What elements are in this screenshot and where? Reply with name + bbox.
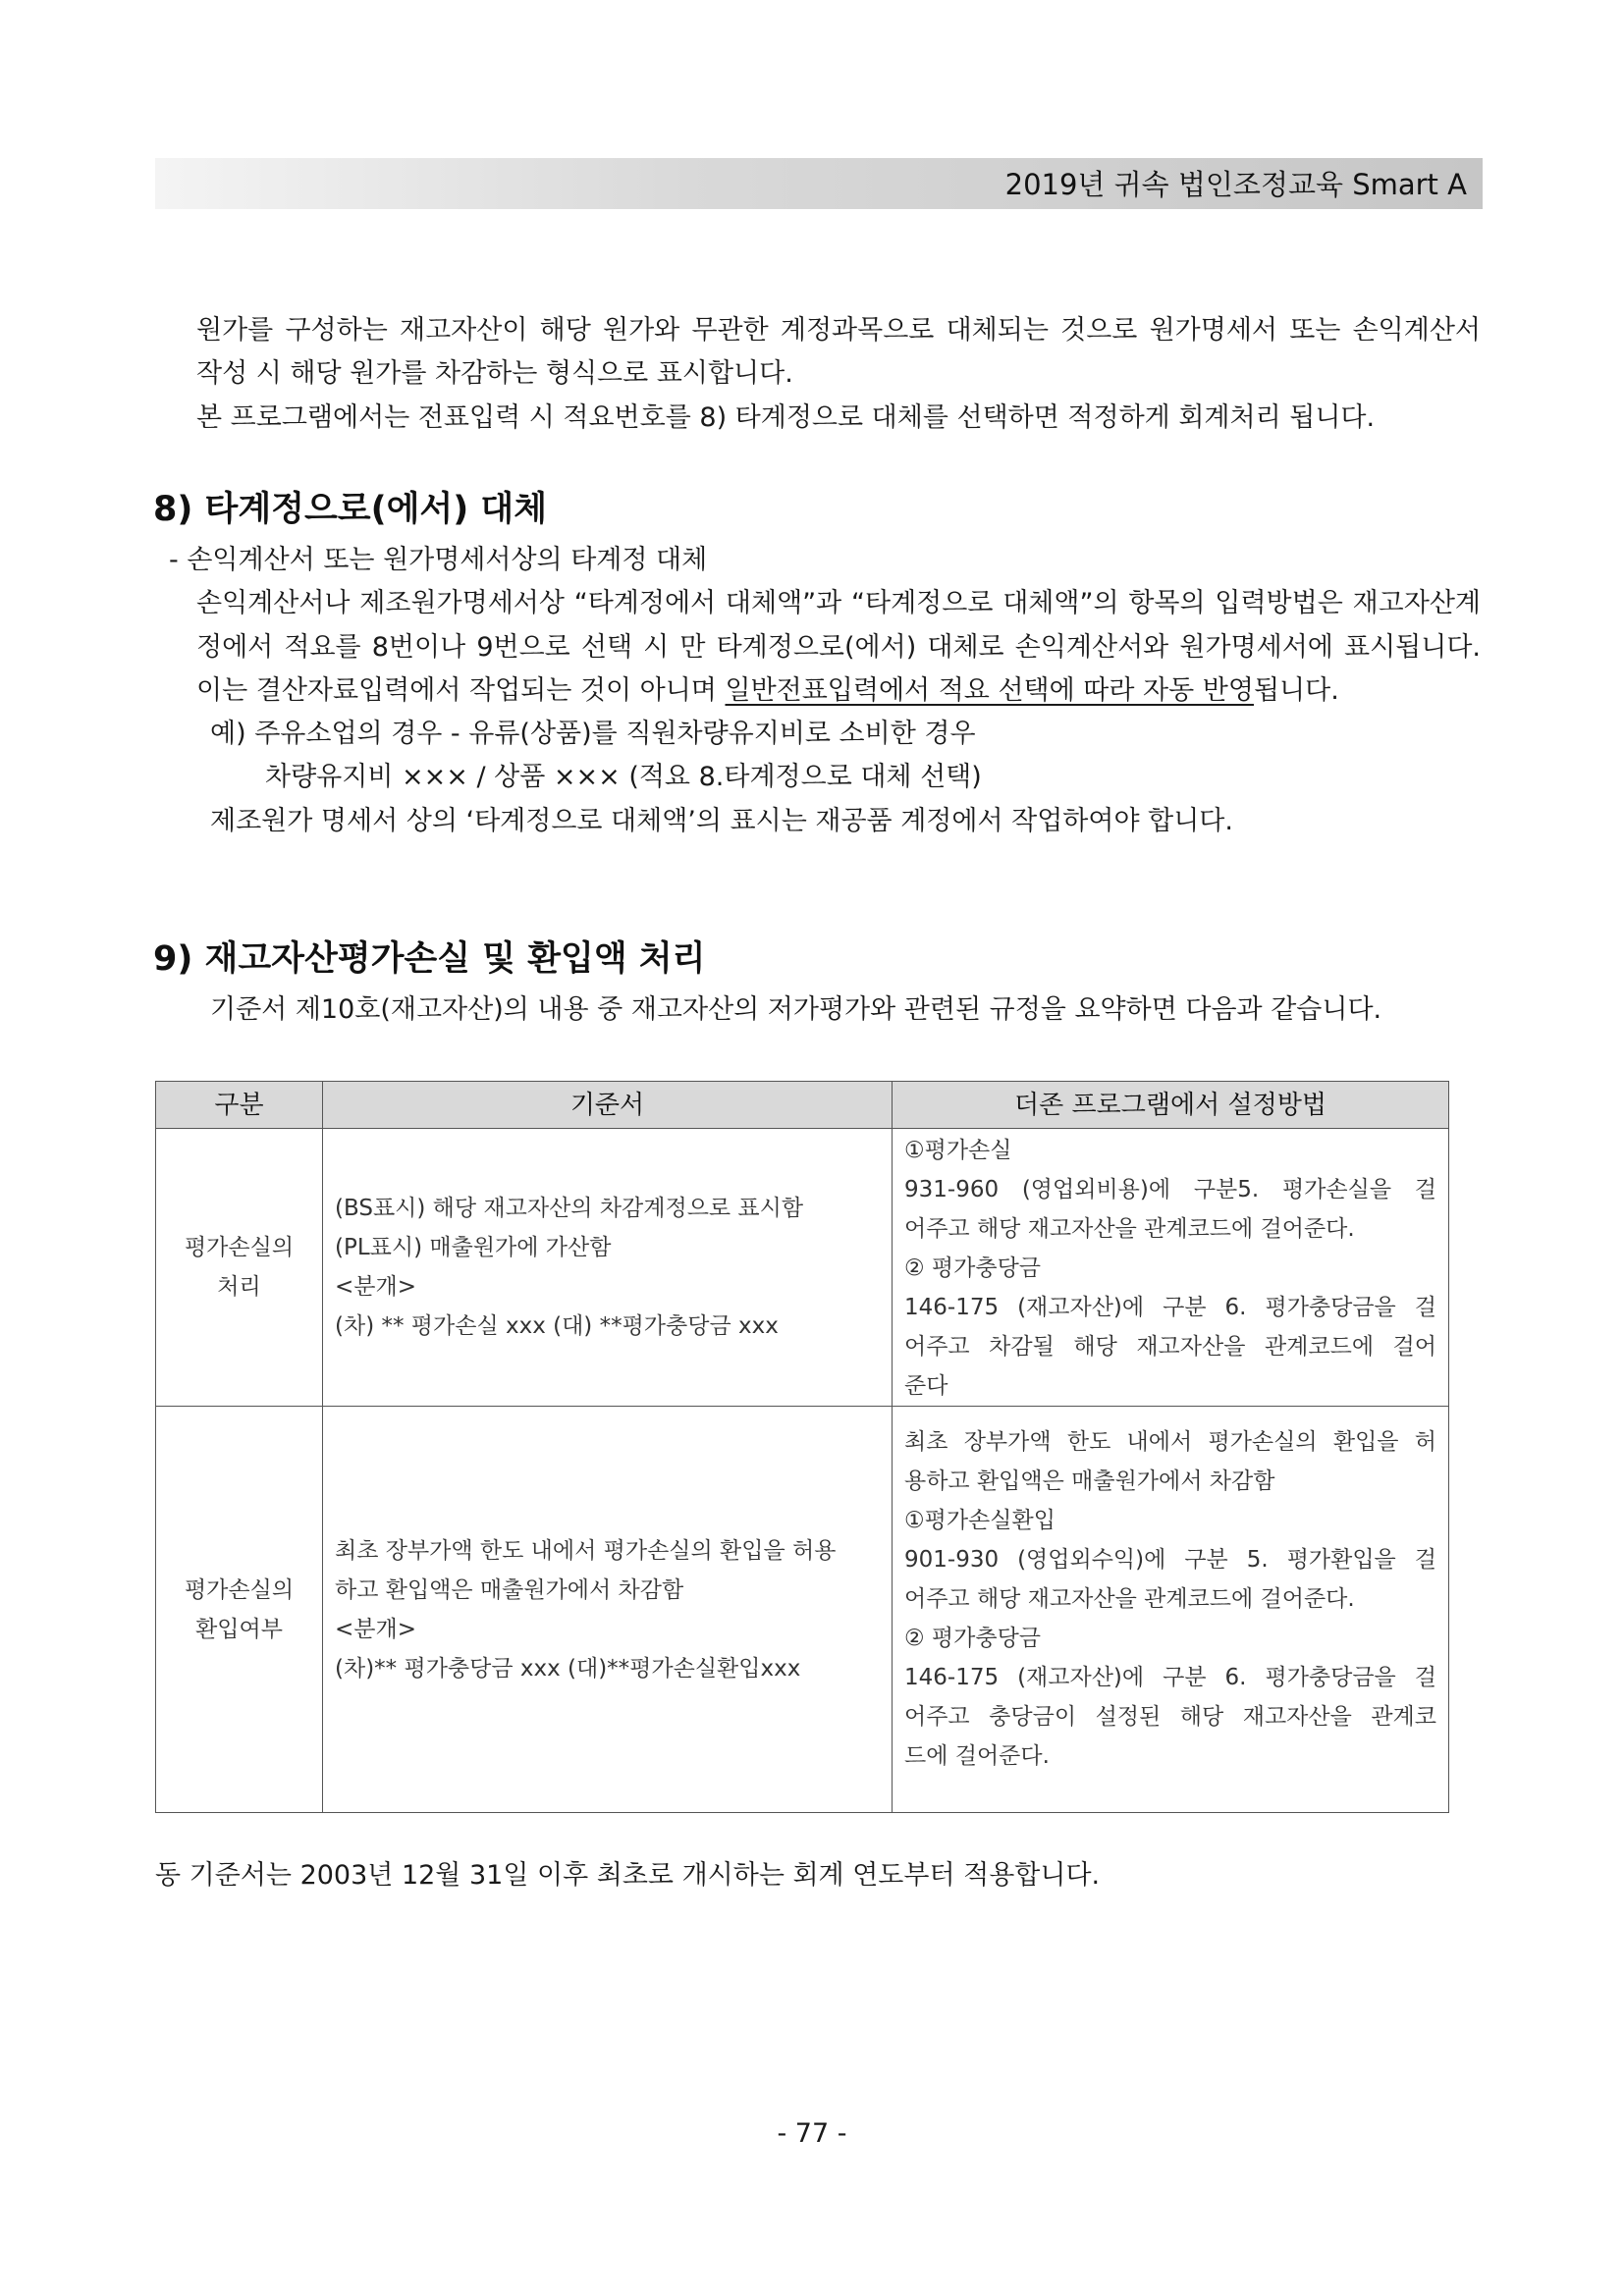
row-1-method-line: ①평가손실 [904, 1138, 1012, 1163]
row-1-method-line: ② 평가충당금 [904, 1255, 1042, 1281]
row-1-method-line: 931-960 (영업외비용)에 구분5. 평가손실을 걸 [904, 1177, 1436, 1202]
section-8-body-line-2: 정에서 적요를 8번이나 9번으로 선택 시 만 타계정으로(에서) 대체로 손익계산서와 원가명세서에 표시됩니다. [196, 632, 1481, 663]
section-8-body-line-3 [196, 674, 1339, 708]
section-8-heading: 8) 타계정으로(에서) 대체 [153, 490, 548, 529]
section-8-body-line-1: 손익계산서나 제조원가명세서상 “타계정에서 대체액”과 “타계정으로 대체액”의 항목의 입력방법은 재고자산계 [196, 588, 1481, 618]
intro-line-2: 작성 시 해당 원가를 차감하는 형식으로 표시합니다. [196, 358, 793, 389]
row-1-standard-line: (BS표시) 해당 재고자산의 차감계정으로 표시함 [335, 1196, 804, 1221]
inventory-valuation-table [155, 1081, 1449, 1813]
row-2-method-line: 어주고 해당 재고자산을 관계코드에 걸어준다. [904, 1586, 1355, 1612]
row-2-method-line: 최초 장부가액 한도 내에서 평가손실의 환입을 허 [904, 1429, 1436, 1455]
closing-sentence: 동 기준서는 2003년 12월 31일 이후 최초로 개시하는 회계 연도부터 적용합니다. [155, 1860, 1101, 1891]
row-2-standard-line: 최초 장부가액 한도 내에서 평가손실의 환입을 허용 [335, 1537, 837, 1564]
row-1-standard-line: <분개> [335, 1274, 416, 1300]
table-header-row [156, 1082, 1449, 1129]
page-header-band [155, 158, 1483, 209]
row-2-standard [323, 1407, 893, 1813]
row-1-method-line: 146-175 (재고자산)에 구분 6. 평가충당금을 걸 [904, 1295, 1436, 1320]
table-row [156, 1129, 1449, 1407]
row-1-standard [323, 1129, 893, 1407]
row-2-standard-line: (차)** 평가충당금 xxx (대)**평가손실환입xxx [335, 1655, 801, 1682]
row-2-category [156, 1407, 323, 1813]
section-8-note: 제조원가 명세서 상의 ‘타계정으로 대체액’의 표시는 재공품 계정에서 작업하여야 합니다. [210, 806, 1233, 836]
row-1-method-line: 어주고 차감될 해당 재고자산을 관계코드에 걸어 [904, 1334, 1436, 1360]
section-8-example-entry: 차량유지비 ××× / 상품 ××× (적요 8.타계정으로 대체 선택) [265, 762, 982, 792]
section-8-example: 예) 주유소업의 경우 - 유류(상품)를 직원차량유지비로 소비한 경우 [210, 719, 976, 749]
row-1-standard-line: (차) ** 평가손실 xxx (대) **평가충당금 xxx [335, 1313, 779, 1339]
row-2-method-line: ② 평가충당금 [904, 1626, 1042, 1651]
row-1-method-line: 준다 [904, 1373, 948, 1399]
row-2-method-line: 901-930 (영업외수익)에 구분 5. 평가환입을 걸 [904, 1547, 1436, 1573]
intro-line-3: 본 프로그램에서는 전표입력 시 적요번호를 8) 타계정으로 대체를 선택하면 적정하게 회계처리 됩니다. [196, 402, 1376, 433]
row-1-category-line: 처리 [217, 1274, 261, 1300]
row-1-category-line: 평가손실의 [184, 1235, 295, 1260]
row-2-category-line: 환입여부 [195, 1616, 283, 1642]
page-number: - 77 - [777, 2118, 847, 2149]
intro-line-1: 원가를 구성하는 재고자산이 해당 원가와 무관한 계정과목으로 대체되는 것으로 원가명세서 또는 손익계산서 [196, 315, 1481, 346]
body-line-3-underlined: 일반전표입력에서 적요 선택에 따라 자동 반영 [725, 675, 1254, 706]
row-2-method-line: ①평가손실환입 [904, 1508, 1056, 1533]
table-header-category: 구분 [156, 1082, 323, 1129]
row-2-category-line: 평가손실의 [184, 1576, 295, 1603]
header-title: 2019년 귀속 법인조정교육 Smart A [1004, 168, 1467, 201]
table-header-standard: 기준서 [323, 1082, 893, 1129]
row-2-method-line: 드에 걸어준다. [904, 1743, 1050, 1769]
row-2-standard-line: 하고 환입액은 매출원가에서 차감함 [335, 1576, 684, 1603]
row-2-standard-line: <분개> [335, 1616, 416, 1642]
section-8-bullet: - 손익계산서 또는 원가명세서상의 타계정 대체 [169, 545, 708, 575]
body-line-3-post: 됩니다. [1253, 675, 1339, 706]
table-row [156, 1407, 1449, 1813]
row-2-method-line: 146-175 (재고자산)에 구분 6. 평가충당금을 걸 [904, 1665, 1436, 1690]
row-1-method [893, 1129, 1449, 1407]
row-2-method [893, 1407, 1449, 1813]
row-2-method-line: 어주고 충당금이 설정된 해당 재고자산을 관계코 [904, 1704, 1436, 1730]
table-header-method: 더존 프로그램에서 설정방법 [893, 1082, 1449, 1129]
section-9-heading: 9) 재고자산평가손실 및 환입액 처리 [153, 939, 706, 979]
section-9-intro: 기준서 제10호(재고자산)의 내용 중 재고자산의 저가평가와 관련된 규정을 요약하면 다음과 같습니다. [210, 994, 1382, 1025]
body-line-3-pre: 이는 결산자료입력에서 작업되는 것이 아니며 [196, 675, 726, 706]
row-1-standard-line: (PL표시) 매출원가에 가산함 [335, 1235, 612, 1260]
row-1-method-line: 어주고 해당 재고자산을 관계코드에 걸어준다. [904, 1216, 1355, 1242]
row-2-method-line: 용하고 환입액은 매출원가에서 차감함 [904, 1468, 1275, 1494]
row-1-category [156, 1129, 323, 1407]
